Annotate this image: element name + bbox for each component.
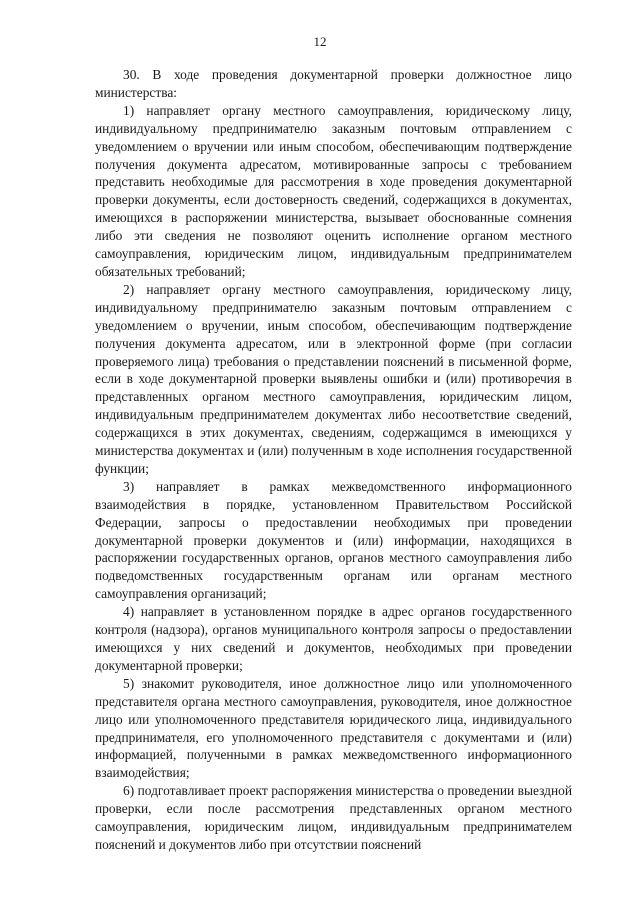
list-item-1: 1) направляет органу местного самоуправления, юридическому лицу, индивидуальному предпринимателю заказным почтовым отправлением с уведомлением о вручении или иным способом, обеспечивающим подтверждение получения документа адресатом, мотивированные запросы с требованием представить необходимые для рассмотрения в ходе проведения документарной проверки документы, если достоверность сведений, содержащихся в документах, имеющихся в распоряжении министерства, вызывает обоснованные сомнения либо эти сведения не позволяют оценить исполнение органом местного самоуправления, юридическим лицом, индивидуальным предпринимателем обязательных требований; [95, 102, 572, 279]
list-item-6: 6) подготавливает проект распоряжения министерства о проведении выездной проверки, если после рассмотрения представленных органом местного самоуправления, юридическим лицом, индивидуальным предпринимателем пояснений и документов либо при отсутствии пояснений [95, 783, 572, 852]
list-item-3: 3) направляет в рамках межведомственного информационного взаимодействия в порядке, установленном Правительством Российской Федерации, запросы о предоставлении необходимых при проведении документарной проверки документов и (или) информации, находящихся в распоряжении государственных органов, органов местного самоуправления либо подведомственных государственным органам или органам местного самоуправления организаций; [95, 478, 572, 602]
list-item-4: 4) направляет в установленном порядке в адрес органов государственного контроля (надзора), органов муниципального контроля запросы о предоставлении имеющихся у них сведений и документов, необходимых при проведении документарной проверки; [95, 604, 572, 673]
list-item-2: 2) направляет органу местного самоуправления, юридическому лицу, индивидуальному предпринимателю заказным почтовым отправлением с уведомлением о вручении, иным способом, обеспечивающим подтверждение получения документа адресатом, или в электронной форме (при согласии проверяемого лица) требования о представлении пояснений в письменной форме, если в ходе документарной проверки выявлены ошибки и (или) противоречия в представленных органом местного самоуправления, юридическим лицом, индивидуальным предпринимателем документах либо несоответствие сведений, содержащихся в этих документах, сведениям, содержащимся в имеющихся у министерства документах и (или) полученным в ходе исполнения государственной функции; [95, 281, 572, 476]
section-intro: 30. В ходе проведения документарной проверки должностное лицо министерства: [95, 67, 572, 100]
page-number: 12 [313, 34, 327, 49]
document-body [95, 66, 572, 854]
list-item-5: 5) знакомит руководителя, иное должностное лицо или уполномоченного представителя органа местного самоуправления, руководителя, иное должностное лицо или уполномоченного представителя юридического лица, индивидуального предпринимателя, его уполномоченного представителя с документами и (или) информацией, полученными в рамках межведомственного информационного взаимодействия; [95, 675, 572, 781]
